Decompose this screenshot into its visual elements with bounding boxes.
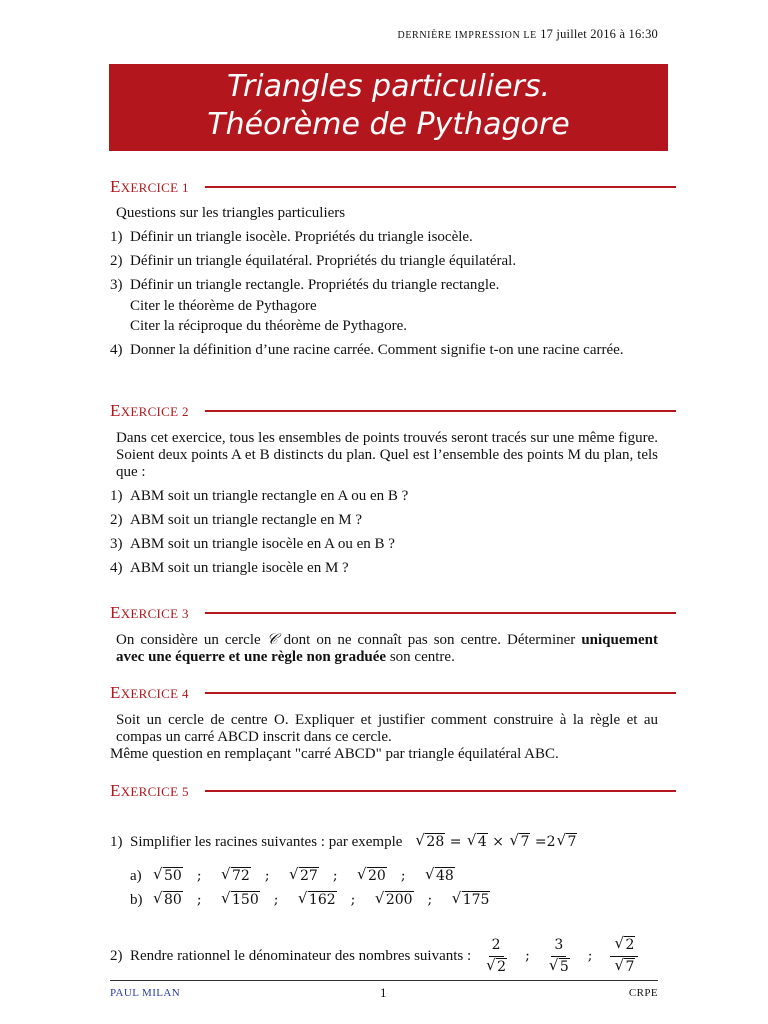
exercise-5-title: EXERCICE 5 bbox=[110, 781, 189, 800]
exercise-4-text-2: Même question en remplaçant "carré ABCD" par triangle équilatéral ABC. bbox=[110, 746, 559, 762]
exercise-1-sub-b: Citer la réciproque du théorème de Pythagore. bbox=[130, 318, 407, 334]
print-date: 17 juillet 2016 bbox=[540, 27, 617, 41]
example-formula: √ 28 = √ 4 × √ 7 =2√ 7 bbox=[414, 834, 577, 851]
exercise-2-header bbox=[110, 401, 676, 421]
exercise-5-rule bbox=[205, 790, 676, 792]
footer-author: PAUL MILAN bbox=[110, 987, 181, 999]
exercise-3-rule bbox=[205, 612, 676, 614]
question-1: 1) Simplifier les racines suivantes : par exemple √ 28 = √ 4 × √ 7 =2√ 7 bbox=[110, 830, 658, 854]
row-b-values: √ 80 ; √ 150 ; √ 162 ; √ 200 ; √ 175 bbox=[152, 892, 490, 909]
print-sep: à bbox=[619, 27, 626, 41]
question-2: 2) Rendre rationnel le dénominateur des nombres suivants : 2 √ 2 ; 3 √ 5 ; √ 2 √ 7 bbox=[110, 934, 658, 978]
print-label: DERNIÈRE IMPRESSION LE bbox=[397, 30, 537, 41]
fraction-3: √ 2 √ 7 bbox=[610, 937, 638, 976]
exercise-1-sub-a: Citer le théorème de Pythagore bbox=[130, 298, 317, 314]
page-number: 1 bbox=[380, 985, 387, 1000]
exercise-3-header bbox=[110, 603, 676, 623]
row-a: a) √ 50 ; √ 72 ; √ 27 ; √ 20 ; √ 48 bbox=[110, 864, 658, 888]
exercise-2-rule bbox=[205, 410, 676, 412]
exercise-2-intro: Dans cet exercice, tous les ensembles de points trouvés seront tracés sur une même figure. Soient deux points A et B distincts du plan. Quel est l’ensemble des points M du plan, tels que : bbox=[116, 430, 658, 480]
print-time: 16:30 bbox=[628, 27, 658, 41]
exercise-3-title: EXERCICE 3 bbox=[110, 603, 189, 622]
list-item: 4) Donner la définition d’une racine carrée. Comment signifie t-on une racine carrée. bbox=[110, 342, 624, 358]
row-b: b) √ 80 ; √ 150 ; √ 162 ; √ 200 ; √ 175 bbox=[110, 888, 658, 912]
title-banner bbox=[109, 64, 668, 151]
exercise-5-body bbox=[110, 830, 658, 978]
row-a-values: √ 50 ; √ 72 ; √ 27 ; √ 20 ; √ 48 bbox=[152, 868, 455, 885]
exercise-3-text: On considère un cercle 𝒞 dont on ne connaît pas son centre. Déterminer uniquement avec une équerre et une règle non graduée son centre. bbox=[116, 632, 658, 665]
exercise-4-body bbox=[110, 712, 658, 763]
exercise-2-title: EXERCICE 2 bbox=[110, 401, 189, 420]
exercise-1-rule bbox=[205, 186, 676, 188]
list-item: 4) ABM soit un triangle isocèle en M ? bbox=[110, 560, 349, 576]
exercise-4-header bbox=[110, 683, 676, 703]
exercise-1-header bbox=[110, 177, 676, 197]
list-item: 1) ABM soit un triangle rectangle en A ou en B ? bbox=[110, 488, 409, 504]
exercise-5-header bbox=[110, 781, 676, 801]
title-line-1: Triangles particuliers. bbox=[226, 69, 551, 104]
exercise-3-body bbox=[110, 632, 658, 666]
fractions: 2 √ 2 ; 3 √ 5 ; √ 2 √ 7 bbox=[479, 937, 644, 976]
fraction-1: 2 √ 2 bbox=[485, 937, 507, 976]
exercise-4-text: Soit un cercle de centre O. Expliquer et justifier comment construire à la règle et au compas un carré ABCD inscrit dans ce cercle. bbox=[116, 712, 658, 745]
footer-rule bbox=[110, 980, 658, 981]
list-item: 2) ABM soit un triangle rectangle en M ? bbox=[110, 512, 363, 528]
exercise-4-title: EXERCICE 4 bbox=[110, 683, 189, 702]
list-item: 2) Définir un triangle équilatéral. Propriétés du triangle équilatéral. bbox=[110, 253, 517, 269]
exercise-4-rule bbox=[205, 692, 676, 694]
print-header bbox=[398, 27, 658, 42]
list-item: 3) ABM soit un triangle isocèle en A ou en B ? bbox=[110, 536, 395, 552]
circle-symbol: 𝒞 bbox=[266, 632, 278, 648]
footer-course: CRPE bbox=[628, 987, 658, 999]
title-line-2: Théorème de Pythagore bbox=[207, 107, 570, 142]
list-item: 3) Définir un triangle rectangle. Propriétés du triangle rectangle. bbox=[110, 277, 500, 293]
exercise-1-title: EXERCICE 1 bbox=[110, 177, 189, 196]
exercise-1-body bbox=[110, 205, 658, 366]
exercise-2-body bbox=[110, 430, 658, 584]
exercise-1-intro: Questions sur les triangles particuliers bbox=[116, 205, 346, 221]
fraction-2: 3 √ 5 bbox=[548, 937, 570, 976]
list-item: 1) Définir un triangle isocèle. Propriétés du triangle isocèle. bbox=[110, 229, 473, 245]
